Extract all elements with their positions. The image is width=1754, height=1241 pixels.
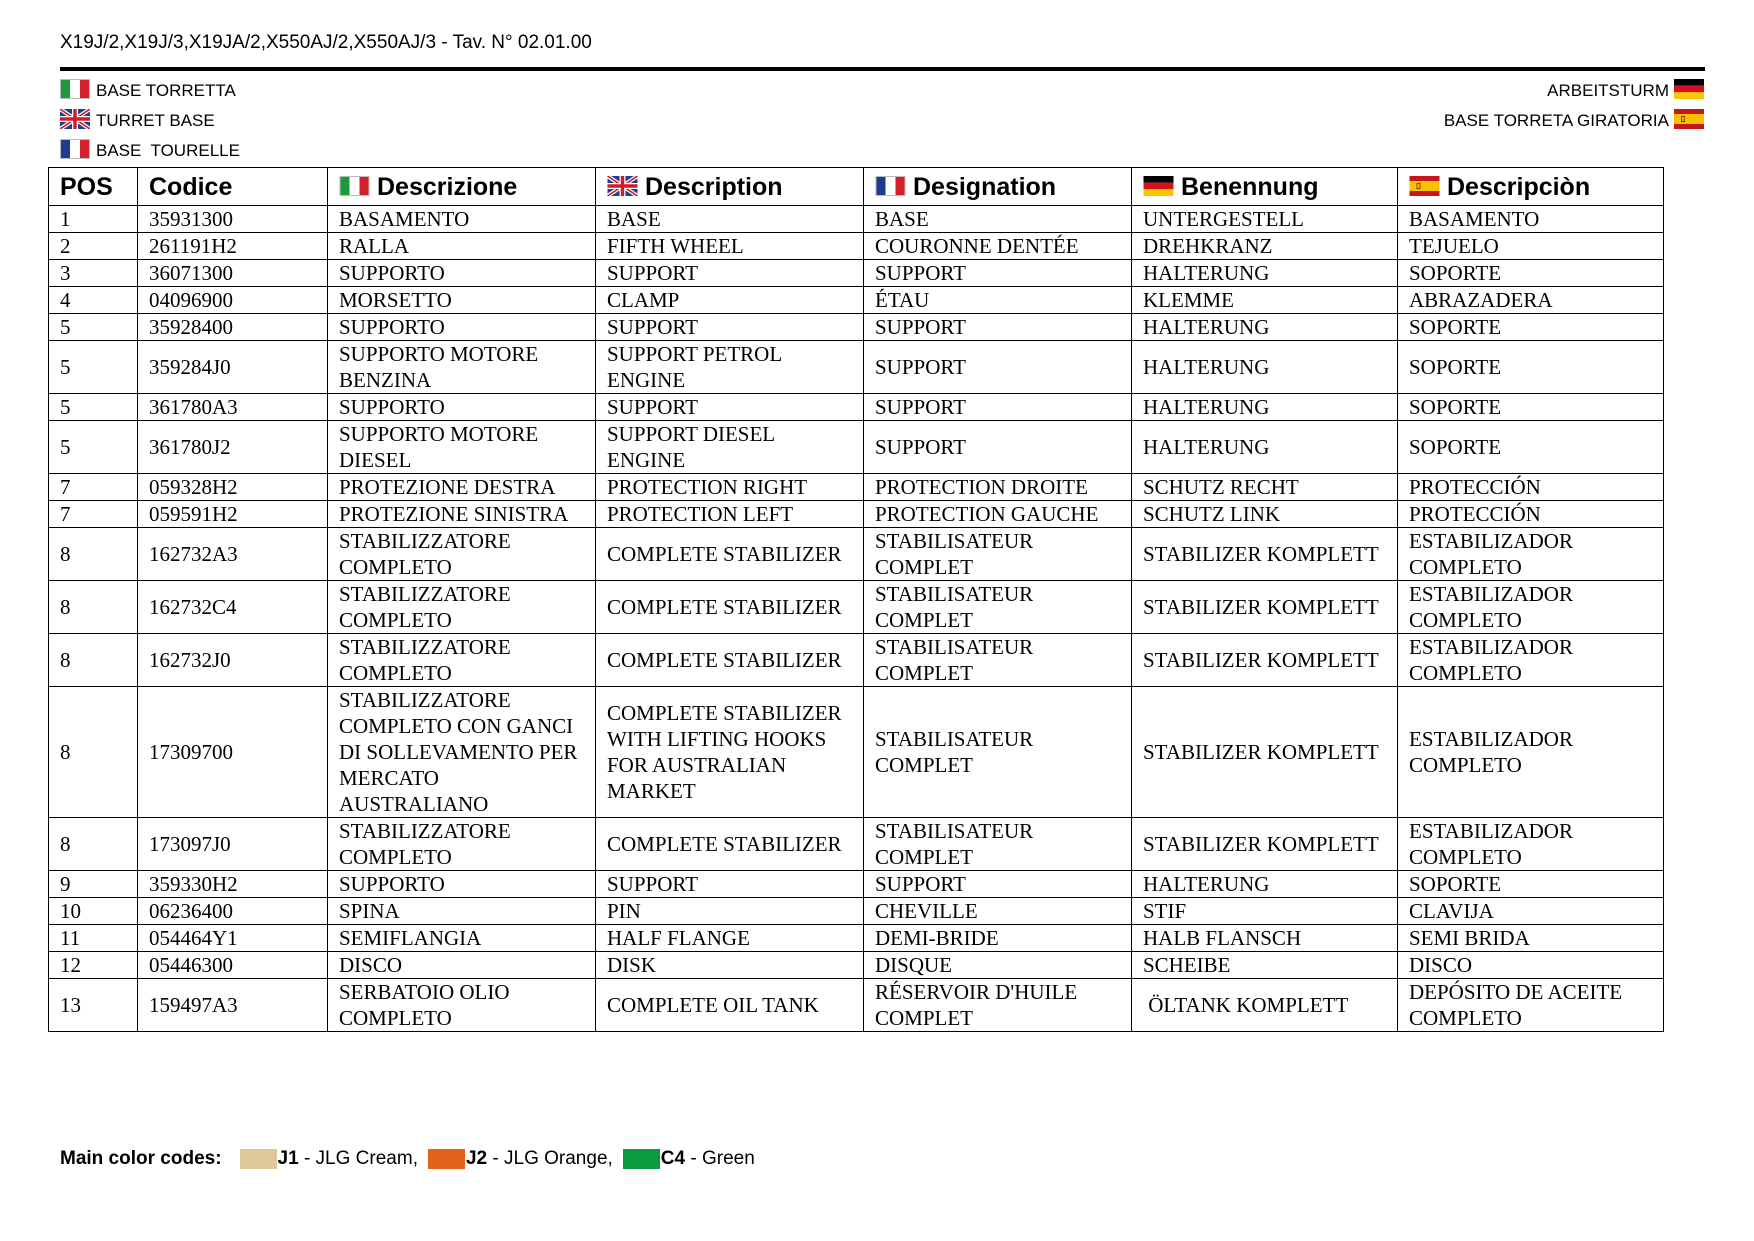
cell-desc-es: SOPORTE (1398, 394, 1664, 421)
cell-desc-fr: SUPPORT (864, 260, 1132, 287)
cell-desc-en: SUPPORT DIESEL ENGINE (596, 421, 864, 474)
cell-desc-fr: DISQUE (864, 952, 1132, 979)
cell-code: 04096900 (138, 287, 328, 314)
table-row (49, 421, 1664, 474)
cell-pos: 5 (49, 421, 138, 474)
table-row (49, 634, 1664, 687)
table-row (49, 314, 1664, 341)
cell-pos: 13 (49, 979, 138, 1032)
cell-desc-de: HALTERUNG (1132, 871, 1398, 898)
cell-desc-es: SOPORTE (1398, 421, 1664, 474)
cell-code: 17309700 (138, 687, 328, 818)
table-row (49, 260, 1664, 287)
cell-desc-it: STABILIZZATORE COMPLETO CON GANCI DI SOLLEVAMENTO PER MERCATO AUSTRALIANO (328, 687, 596, 818)
table-row (49, 952, 1664, 979)
germany-flag-icon (1143, 176, 1174, 196)
cell-desc-de: STABILIZER KOMPLETT (1132, 687, 1398, 818)
cell-code: 361780A3 (138, 394, 328, 421)
color-code-j1: J1 - JLG Cream, (240, 1148, 418, 1170)
cell-desc-de: HALTERUNG (1132, 260, 1398, 287)
cell-desc-es: ESTABILIZADOR COMPLETO (1398, 818, 1664, 871)
italy-flag-icon (339, 176, 370, 196)
cell-code: 173097J0 (138, 818, 328, 871)
cell-desc-es: ESTABILIZADOR COMPLETO (1398, 687, 1664, 818)
cell-desc-it: PROTEZIONE SINISTRA (328, 501, 596, 528)
cell-code: 36071300 (138, 260, 328, 287)
table-row (49, 581, 1664, 634)
cell-desc-en: COMPLETE STABILIZER (596, 634, 864, 687)
table-row (49, 341, 1664, 394)
cell-desc-de: STIF (1132, 898, 1398, 925)
table-row (49, 287, 1664, 314)
cell-desc-en: BASE (596, 206, 864, 233)
germany-flag-icon (1674, 79, 1704, 99)
legend-label: TURRET BASE (96, 111, 215, 130)
col-header-code: Codice (138, 168, 328, 206)
col-header-it: Descrizione (328, 168, 596, 206)
table-header-row (49, 168, 1664, 206)
cell-desc-it: SUPPORTO MOTORE BENZINA (328, 341, 596, 394)
cell-desc-it: SPINA (328, 898, 596, 925)
cell-desc-de: STABILIZER KOMPLETT (1132, 528, 1398, 581)
cell-desc-en: COMPLETE OIL TANK (596, 979, 864, 1032)
cell-code: 162732C4 (138, 581, 328, 634)
cell-code: 05446300 (138, 952, 328, 979)
cell-desc-it: SUPPORTO MOTORE DIESEL (328, 421, 596, 474)
cell-desc-en: SUPPORT (596, 260, 864, 287)
table-row (49, 687, 1664, 818)
cell-desc-it: SUPPORTO (328, 314, 596, 341)
cell-desc-it: STABILIZZATORE COMPLETO (328, 528, 596, 581)
cell-desc-en: SUPPORT PETROL ENGINE (596, 341, 864, 394)
cell-desc-fr: PROTECTION DROITE (864, 474, 1132, 501)
cell-desc-fr: ÉTAU (864, 287, 1132, 314)
parts-table (48, 167, 1664, 1032)
cell-pos: 8 (49, 634, 138, 687)
cell-desc-es: SOPORTE (1398, 260, 1664, 287)
color-swatch (240, 1149, 277, 1169)
legend-label: BASE TORRETTA (96, 81, 236, 100)
table-row (49, 925, 1664, 952)
cell-desc-es: ESTABILIZADOR COMPLETO (1398, 528, 1664, 581)
col-header-fr: Designation (864, 168, 1132, 206)
cell-desc-it: SUPPORTO (328, 394, 596, 421)
cell-pos: 8 (49, 581, 138, 634)
cell-desc-it: STABILIZZATORE COMPLETO (328, 818, 596, 871)
table-row (49, 871, 1664, 898)
cell-desc-en: COMPLETE STABILIZER (596, 528, 864, 581)
cell-desc-en: CLAMP (596, 287, 864, 314)
cell-desc-fr: SUPPORT (864, 314, 1132, 341)
cell-code: 261191H2 (138, 233, 328, 260)
cell-pos: 12 (49, 952, 138, 979)
cell-pos: 10 (49, 898, 138, 925)
title-divider (60, 67, 1705, 71)
table-row (49, 501, 1664, 528)
col-header-de: Benennung (1132, 168, 1398, 206)
france-flag-icon (60, 139, 90, 159)
cell-pos: 2 (49, 233, 138, 260)
cell-desc-fr: SUPPORT (864, 394, 1132, 421)
cell-desc-fr: SUPPORT (864, 871, 1132, 898)
spain-flag-icon (1409, 176, 1440, 196)
cell-code: 059328H2 (138, 474, 328, 501)
cell-desc-fr: RÉSERVOIR D'HUILE COMPLET (864, 979, 1132, 1032)
cell-pos: 9 (49, 871, 138, 898)
uk-flag-icon (60, 109, 90, 129)
cell-desc-it: SEMIFLANGIA (328, 925, 596, 952)
table-row (49, 206, 1664, 233)
cell-desc-es: CLAVIJA (1398, 898, 1664, 925)
legend-item-en (60, 111, 215, 131)
cell-desc-it: SUPPORTO (328, 871, 596, 898)
cell-pos: 3 (49, 260, 138, 287)
cell-desc-de: UNTERGESTELL (1132, 206, 1398, 233)
cell-desc-en: FIFTH WHEEL (596, 233, 864, 260)
cell-desc-de: KLEMME (1132, 287, 1398, 314)
cell-desc-es: PROTECCIÓN (1398, 501, 1664, 528)
cell-code: 059591H2 (138, 501, 328, 528)
cell-code: 159497A3 (138, 979, 328, 1032)
table-row (49, 818, 1664, 871)
table-row (49, 394, 1664, 421)
cell-desc-de: STABILIZER KOMPLETT (1132, 818, 1398, 871)
cell-desc-de: STABILIZER KOMPLETT (1132, 634, 1398, 687)
cell-pos: 8 (49, 687, 138, 818)
col-header-es: Descripciòn (1398, 168, 1664, 206)
table-row (49, 474, 1664, 501)
table-row (49, 233, 1664, 260)
cell-code: 06236400 (138, 898, 328, 925)
cell-desc-fr: SUPPORT (864, 341, 1132, 394)
cell-desc-es: ABRAZADERA (1398, 287, 1664, 314)
cell-desc-en: SUPPORT (596, 314, 864, 341)
cell-desc-fr: DEMI-BRIDE (864, 925, 1132, 952)
legend-item-it (60, 81, 236, 101)
cell-pos: 4 (49, 287, 138, 314)
cell-desc-fr: SUPPORT (864, 421, 1132, 474)
cell-desc-es: SOPORTE (1398, 871, 1664, 898)
cell-desc-it: SUPPORTO (328, 260, 596, 287)
cell-desc-es: ESTABILIZADOR COMPLETO (1398, 581, 1664, 634)
cell-code: 359330H2 (138, 871, 328, 898)
cell-desc-es: SOPORTE (1398, 314, 1664, 341)
cell-desc-fr: STABILISATEUR COMPLET (864, 634, 1132, 687)
col-header-en: Description (596, 168, 864, 206)
cell-desc-en: SUPPORT (596, 394, 864, 421)
cell-pos: 1 (49, 206, 138, 233)
cell-desc-de: SCHEIBE (1132, 952, 1398, 979)
cell-desc-de: STABILIZER KOMPLETT (1132, 581, 1398, 634)
cell-desc-fr: BASE (864, 206, 1132, 233)
legend-item-es (1444, 111, 1704, 131)
legend-left (60, 76, 460, 166)
cell-desc-es: TEJUELO (1398, 233, 1664, 260)
cell-code: 361780J2 (138, 421, 328, 474)
cell-desc-en: PROTECTION RIGHT (596, 474, 864, 501)
cell-desc-it: DISCO (328, 952, 596, 979)
cell-code: 35931300 (138, 206, 328, 233)
cell-desc-en: COMPLETE STABILIZER WITH LIFTING HOOKS FOR AUSTRALIAN MARKET (596, 687, 864, 818)
legend-label: BASE TOURELLE (96, 141, 240, 160)
cell-desc-en: PIN (596, 898, 864, 925)
cell-pos: 5 (49, 314, 138, 341)
cell-code: 35928400 (138, 314, 328, 341)
cell-desc-it: STABILIZZATORE COMPLETO (328, 634, 596, 687)
cell-desc-fr: STABILISATEUR COMPLET (864, 581, 1132, 634)
cell-desc-it: SERBATOIO OLIO COMPLETO (328, 979, 596, 1032)
cell-desc-en: HALF FLANGE (596, 925, 864, 952)
color-codes-label: Main color codes: (60, 1148, 222, 1169)
cell-desc-es: SOPORTE (1398, 341, 1664, 394)
cell-desc-de: HALTERUNG (1132, 421, 1398, 474)
color-code-j2: J2 - JLG Orange, (428, 1148, 613, 1170)
cell-desc-en: PROTECTION LEFT (596, 501, 864, 528)
color-codes-footer (60, 1148, 765, 1170)
cell-code: 162732J0 (138, 634, 328, 687)
italy-flag-icon (60, 79, 90, 99)
cell-desc-fr: PROTECTION GAUCHE (864, 501, 1132, 528)
legend-item-fr (60, 141, 240, 161)
cell-code: 162732A3 (138, 528, 328, 581)
spain-flag-icon (1674, 109, 1704, 129)
cell-pos: 11 (49, 925, 138, 952)
cell-desc-de: HALTERUNG (1132, 394, 1398, 421)
cell-desc-it: MORSETTO (328, 287, 596, 314)
france-flag-icon (875, 176, 906, 196)
cell-code: 054464Y1 (138, 925, 328, 952)
cell-desc-de: HALTERUNG (1132, 314, 1398, 341)
cell-desc-es: ESTABILIZADOR COMPLETO (1398, 634, 1664, 687)
legend-label: BASE TORRETA GIRATORIA (1443, 111, 1669, 130)
cell-desc-en: COMPLETE STABILIZER (596, 581, 864, 634)
cell-desc-it: STABILIZZATORE COMPLETO (328, 581, 596, 634)
cell-desc-es: SEMI BRIDA (1398, 925, 1664, 952)
cell-desc-fr: STABILISATEUR COMPLET (864, 528, 1132, 581)
cell-desc-en: DISK (596, 952, 864, 979)
cell-desc-es: BASAMENTO (1398, 206, 1664, 233)
cell-desc-es: DISCO (1398, 952, 1664, 979)
cell-desc-de: ÖLTANK KOMPLETT (1132, 979, 1398, 1032)
cell-pos: 5 (49, 394, 138, 421)
document-title: X19J/2,X19J/3,X19JA/2,X550AJ/2,X550AJ/3 - Tav. N° 02.01.00 (60, 32, 592, 53)
cell-desc-fr: STABILISATEUR COMPLET (864, 687, 1132, 818)
cell-desc-en: COMPLETE STABILIZER (596, 818, 864, 871)
cell-pos: 5 (49, 341, 138, 394)
col-header-pos: POS (49, 168, 138, 206)
color-swatch (623, 1149, 660, 1169)
cell-desc-de: HALB FLANSCH (1132, 925, 1398, 952)
cell-desc-it: RALLA (328, 233, 596, 260)
legend-right (1300, 76, 1704, 136)
cell-desc-en: SUPPORT (596, 871, 864, 898)
cell-desc-it: BASAMENTO (328, 206, 596, 233)
cell-desc-de: SCHUTZ LINK (1132, 501, 1398, 528)
cell-desc-de: SCHUTZ RECHT (1132, 474, 1398, 501)
cell-desc-fr: STABILISATEUR COMPLET (864, 818, 1132, 871)
legend-label: ARBEITSTURM (1547, 81, 1669, 100)
cell-pos: 7 (49, 501, 138, 528)
cell-pos: 7 (49, 474, 138, 501)
cell-desc-fr: CHEVILLE (864, 898, 1132, 925)
color-swatch (428, 1149, 465, 1169)
table-row (49, 898, 1664, 925)
cell-pos: 8 (49, 528, 138, 581)
cell-code: 359284J0 (138, 341, 328, 394)
color-code-c4: C4 - Green (623, 1148, 755, 1170)
table-row (49, 979, 1664, 1032)
uk-flag-icon (607, 176, 638, 196)
legend-item-de (1547, 81, 1704, 101)
cell-desc-es: DEPÓSITO DE ACEITE COMPLETO (1398, 979, 1664, 1032)
table-row (49, 528, 1664, 581)
cell-desc-es: PROTECCIÓN (1398, 474, 1664, 501)
cell-desc-fr: COURONNE DENTÉE (864, 233, 1132, 260)
cell-desc-de: DREHKRANZ (1132, 233, 1398, 260)
cell-desc-it: PROTEZIONE DESTRA (328, 474, 596, 501)
cell-pos: 8 (49, 818, 138, 871)
cell-desc-de: HALTERUNG (1132, 341, 1398, 394)
